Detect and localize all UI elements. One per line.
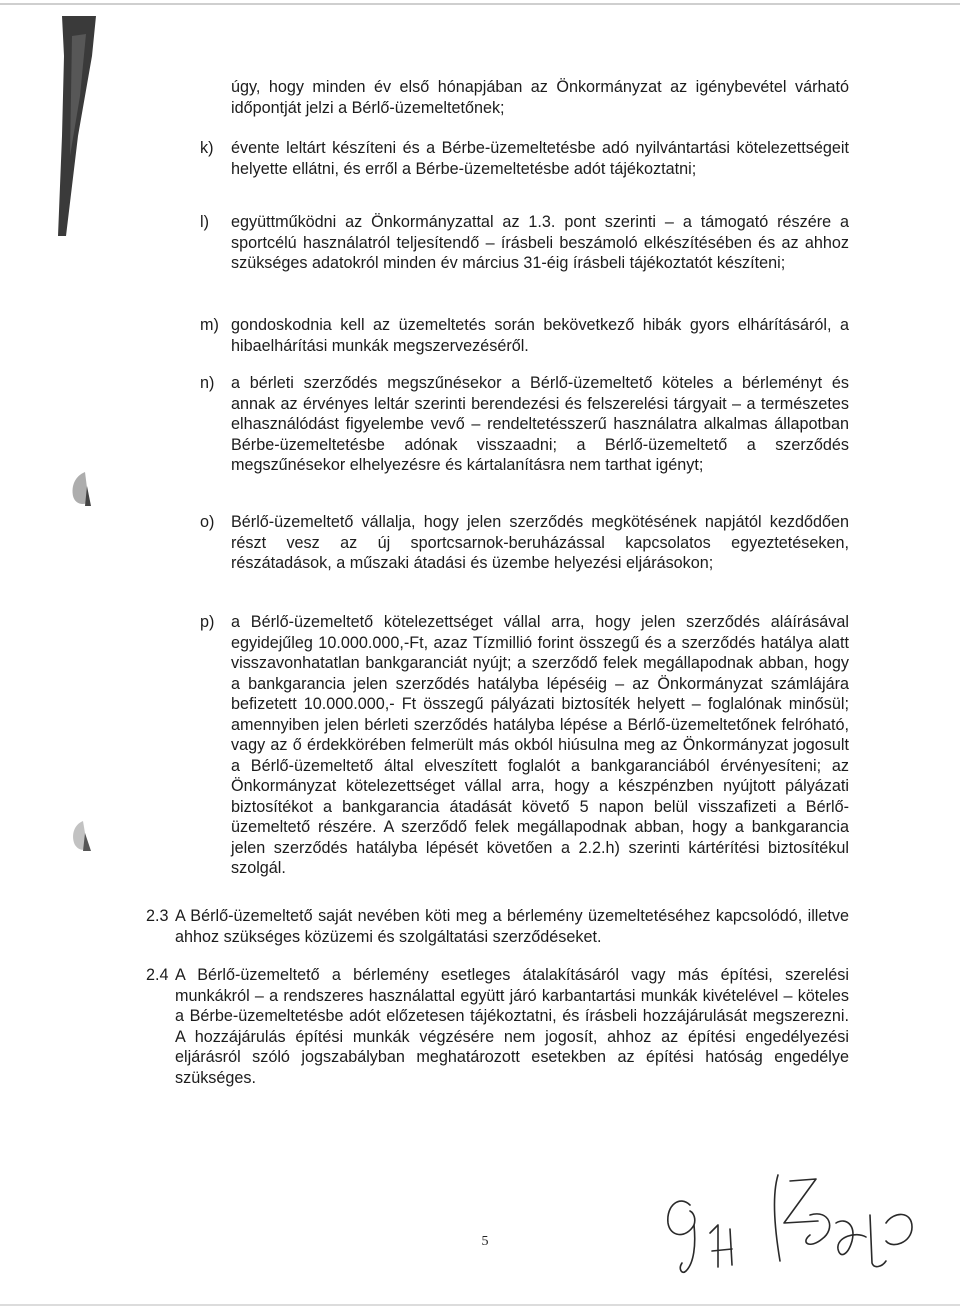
item-n-text: a bérleti szerződés megszűnésekor a Bérlő-üzemeltető köteles a bérleményt és annak az érvényes leltár szerinti berendezési és felszerelési tárgyait – a természetes elhasználódást figyelembe vevő – rendeltetésszerű használatra alkalmas állapotban Bérbe-üzemeltetésbe adónak visszaadni; a Bérlő-üzemeltető a szerződés megszűnésekor elhelyezésre és kártalanításra nem tarthat igényt;	[231, 374, 849, 474]
item-o-text: Bérlő-üzemeltető vállalja, hogy jelen szerződés megkötésének napjától kezdődően részt vesz az új sportcsarnok-beruházással kapcsolatos egyeztetéseken, részátadások, a műszaki átadási és üzembe helyezési eljárásokon;	[231, 513, 849, 572]
scan-shadow-mark	[52, 16, 96, 236]
punch-hole-mark	[63, 468, 97, 508]
section-2-3-text: A Bérlő-üzemeltető saját nevében köti meg a bérlemény üzemeltetéséhez kapcsolódó, illetve ahhoz szükséges közüzemi és szolgáltatási szerződéseket.	[175, 907, 849, 946]
item-label: m)	[200, 316, 219, 334]
punch-hole-mark	[63, 815, 97, 855]
item-label: l)	[200, 213, 209, 231]
item-label: k)	[200, 139, 214, 157]
item-label: o)	[200, 513, 215, 531]
item-l-text: együttműködni az Önkormányzattal az 1.3. pont szerinti – a támogató részére a sportcélú használatról teljesítendő – írásbeli beszámoló elkészítésében és az ahhoz szükséges adatokról minden év március 31-éig írásbeli tájékoztatót készíteni;	[231, 213, 849, 272]
intro-paragraph: úgy, hogy minden év első hónapjában az Önkormányzat az igénybevétel várható időpontját jelzi a Bérlő-üzemeltetőnek;	[231, 78, 849, 117]
handwritten-initials	[660, 1165, 930, 1275]
section-number: 2.4	[146, 966, 169, 984]
section-2-4-text: A Bérlő-üzemeltető a bérlemény esetleges átalakításáról vagy más építési, szerelési munkákról – a rendszeres használattal együtt járó karbantartási munkák kivételével – köteles a Bérbe-üzemeltetésbe adót előzetesen tájékoztatni, és írásbeli hozzájárulását megszerezni. A hozzájárulás építési munkák végzésére nem jogosít, ahhoz az építési engedélyezési eljárásról szóló jogszabályban meghatározott esetekben az építési hatóság engedélye szükséges.	[175, 966, 849, 1087]
scan-edge-line	[0, 3, 960, 5]
item-label: n)	[200, 374, 215, 392]
item-k-text: évente leltárt készíteni és a Bérbe-üzemeltetésbe adó nyilvántartási kötelezettségeit helyette ellátni, és erről a Bérbe-üzemeltetésbe adót tájékoztatni;	[231, 139, 849, 178]
section-number: 2.3	[146, 907, 169, 925]
item-label: p)	[200, 613, 215, 631]
item-p-text: a Bérlő-üzemeltető kötelezettséget vállal arra, hogy jelen szerződés aláírásával egyidejűleg 10.000.000,-Ft, azaz Tízmillió forint összegű és a szerződés hatálya alatt visszavonhatatlan bankgaranciát nyújt; a szerződő felek megállapodnak abban, hogy a bankgarancia jelen szerződés hatályba lépéséig – az Önkormányzat számlájára befizetett 10.000.000,- Ft összegű pályázati biztosíték helyett – foglalónak minősül; amennyiben jelen bérleti szerződés hatályba lépése a Bérlő-üzemeltetőnek felróható, vagy az ő érdekkörében felmerült más okból hiúsulna meg az Önkormányzat jogosult a Bérlő-üzemeltető által elveszített foglalót a bankgaranciából érvényesíteni; az Önkormányzat kötelezettséget vállal arra, hogy a készpénzben nyújtott pályázati biztosítékot a bankgarancia átadását követő 5 napon belül visszafizeti a Bérlő-üzemeltető részére. A szerződő felek megállapodnak abban, hogy a bankgarancia jelen szerződés hatályba lépését követően a 2.2.h) szerinti kártérítési biztosítékul szolgál.	[231, 613, 849, 877]
page-number: 5	[481, 1234, 489, 1249]
item-m-text: gondoskodnia kell az üzemeltetés során bekövetkező hibák gyors elhárításáról, a hibaelhárítási munkák megszervezéséről.	[231, 316, 849, 355]
scan-edge-line	[0, 1304, 960, 1306]
